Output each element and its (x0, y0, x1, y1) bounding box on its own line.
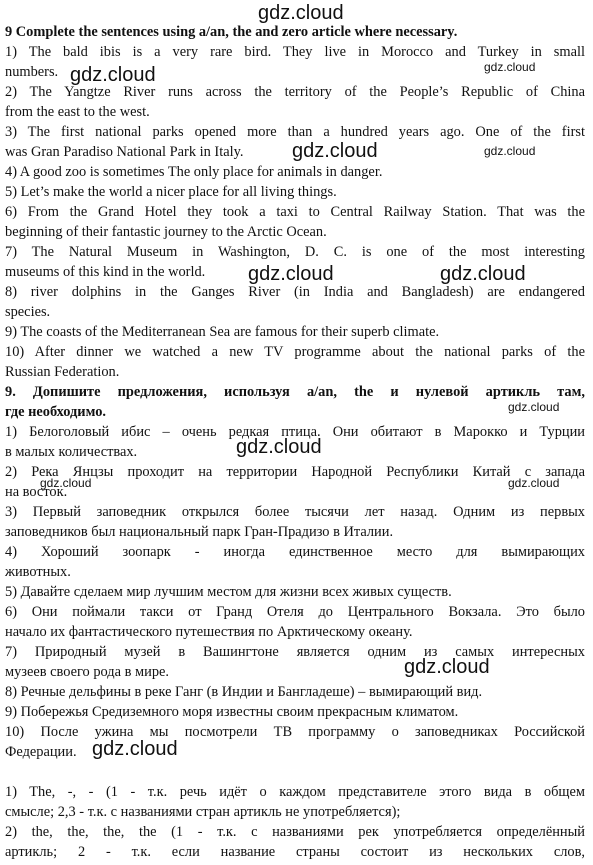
watermark: gdz.cloud (484, 144, 536, 158)
en-line: from the east to the west. (5, 104, 150, 120)
exercise-title-en: 9 Complete the sentences using a/an, the and zero article where necessary. (5, 24, 458, 40)
en-line: 9) The coasts of the Mediterranean Sea are famous for their superb climate. (5, 324, 440, 340)
ru-line: на восток. (5, 484, 68, 500)
answer-line: 2) the, the, the, the (1 - т.к. с названиями рек употребляется определённый (5, 824, 585, 840)
exercise-title-ru-cont: где необходимо. (5, 404, 107, 420)
ru-line: 4) Хороший зоопарк - иногда единственное место для вымирающих (5, 544, 585, 560)
ru-line: 8) Речные дельфины в реке Ганг (в Индии и Бангладеше) – вымирающий вид. (5, 684, 483, 700)
ru-line: Федерации. (5, 744, 77, 760)
en-line: Russian Federation. (5, 364, 120, 380)
watermark: gdz.cloud (40, 476, 92, 490)
answer-line: смысле; 2,3 - т.к. с названиями стран артикль не употребляется); (5, 804, 401, 820)
watermark: gdz.cloud (248, 263, 334, 285)
ru-line: 1) Белоголовый ибис – очень редкая птица. Они обитают в Марокко и Турции (5, 424, 585, 440)
watermark: gdz.cloud (258, 2, 344, 24)
ru-line: 7) Природный музей в Вашингтоне является одним из самых интересных (5, 644, 585, 660)
en-line: 4) A good zoo is sometimes The only place for animals in danger. (5, 164, 383, 180)
watermark: gdz.cloud (508, 476, 560, 490)
en-line: 10) After dinner we watched a new TV programme about the national parks of the (5, 344, 585, 360)
ru-line: животных. (5, 564, 71, 580)
en-line: 6) From the Grand Hotel they took a taxi to Central Railway Station. That was the (5, 204, 585, 220)
watermark: gdz.cloud (440, 263, 526, 285)
section-gap (5, 762, 585, 782)
en-line: beginning of their fantastic journey to the Arctic Ocean. (5, 224, 327, 240)
ru-line: в малых количествах. (5, 444, 138, 460)
watermark: gdz.cloud (236, 436, 322, 458)
answer-line: 1) The, -, - (1 - т.к. речь идёт о каждом представителе этого вида в общем (5, 784, 585, 800)
en-line: 5) Let’s make the world a nicer place for all living things. (5, 184, 337, 200)
ru-line: музеев своего рода в мире. (5, 664, 169, 680)
ru-line: 10) После ужина мы посмотрели ТВ программу о заповедниках Российской (5, 724, 585, 740)
en-line: 7) The Natural Museum in Washington, D. C. is one of the most interesting (5, 244, 585, 260)
en-line: species. (5, 304, 51, 320)
en-line: 8) river dolphins in the Ganges River (in India and Bangladesh) are endangered (5, 284, 585, 300)
watermark: gdz.cloud (484, 60, 536, 74)
en-line: was Gran Paradiso National Park in Italy. (5, 144, 244, 160)
ru-line: 6) Они поймали такси от Гранд Отеля до Центрального Вокзала. Это было (5, 604, 585, 620)
watermark: gdz.cloud (404, 656, 490, 678)
en-line: 2) The Yangtze River runs across the territory of the People’s Republic of China (5, 84, 585, 100)
ru-line: 3) Первый заповедник открылся более тысячи лет назад. Одним из первых (5, 504, 585, 520)
ru-line: 5) Давайте сделаем мир лучшим местом для жизни всех живых существ. (5, 584, 452, 600)
watermark: gdz.cloud (70, 64, 156, 86)
ru-line: 2) Река Янцзы проходит на территории Народной Республики Китай с запада (5, 464, 585, 480)
en-line: numbers. (5, 64, 59, 80)
ru-line: заповедников был национальный парк Гран-Прадизо в Италии. (5, 524, 394, 540)
watermark: gdz.cloud (508, 400, 560, 414)
answer-line: артикль; 2 - т.к. если название страны состоит из нескольких слов, (5, 844, 585, 860)
ru-line: начало их фантастического путешествия по Арктическому океану. (5, 624, 413, 640)
en-line: museums of this kind in the world. (5, 264, 206, 280)
en-line: 3) The first national parks opened more than a hundred years ago. One of the first (5, 124, 585, 140)
watermark: gdz.cloud (92, 738, 178, 760)
ru-line: 9) Побережья Средиземного моря известны своим прекрасным климатом. (5, 704, 459, 720)
watermark: gdz.cloud (292, 140, 378, 162)
en-line: 1) The bald ibis is a very rare bird. They live in Morocco and Turkey in small (5, 44, 585, 60)
exercise-title-ru: 9. Допишите предложения, используя a/an, the и нулевой артикль там, (5, 384, 585, 400)
